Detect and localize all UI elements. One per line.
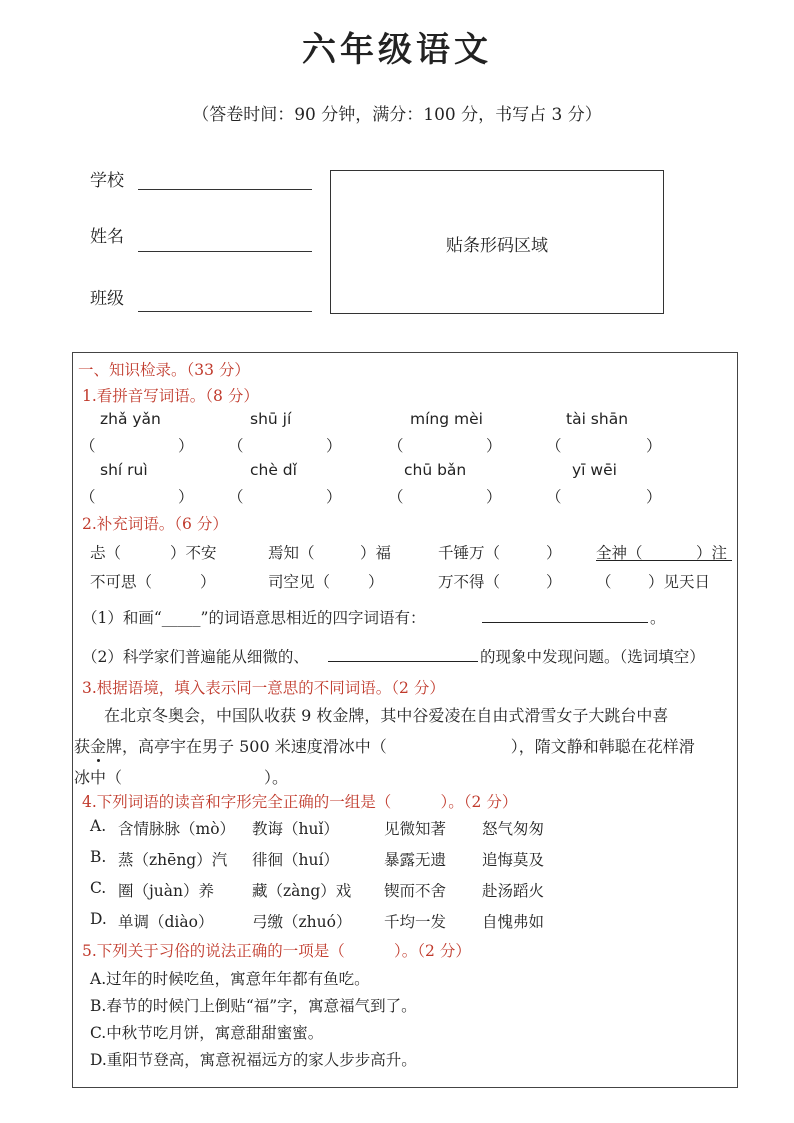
idiom-8b: ）见天日: [648, 573, 711, 591]
answer-bracket-close: ）: [178, 488, 194, 506]
q5-option-d: D.重阳节登高，寓意祝福远方的家人步步高升。: [90, 1051, 417, 1069]
answer-bracket-close: ）: [486, 437, 502, 455]
q5-option-b: B.春节的时候门上倒贴“福”字，寓意福气到了。: [90, 997, 417, 1015]
idiom-8a: （: [596, 573, 612, 591]
q4-option-item: 含情脉脉（mò）: [118, 820, 236, 838]
q3-heading: 3.根据语境，填入表示同一意思的不同词语。（2 分）: [82, 679, 445, 697]
q4-option-item: 徘徊（huí）: [252, 851, 339, 869]
pinyin-1: zhǎ yǎn: [100, 410, 161, 428]
barcode-label: 贴条形码区域: [446, 236, 548, 256]
q3-line3: 冰中（ ）。: [74, 768, 289, 787]
emphasis-dot-char: 金: [90, 734, 106, 757]
idiom-1b: ）不安: [170, 544, 217, 562]
exam-info: （答卷时间：90 分钟，满分：100 分，书写占 3 分）: [192, 105, 602, 125]
q4-option-item: 见微知著: [384, 820, 447, 838]
answer-bracket-open: （: [80, 488, 96, 506]
q4-option-item: 蒸（zhēng）汽: [118, 851, 228, 869]
q3-line1: 在北京冬奥会，中国队收获 9 枚金牌，其中谷爱凌在自由式滑雪女子大跳台中喜: [104, 706, 669, 725]
pinyin-7: chū bǎn: [404, 461, 467, 479]
pinyin-2: shū jí: [250, 410, 292, 428]
q2-sub2-end: 的现象中发现问题。（选词填空）: [480, 648, 705, 666]
page-title: 六年级语文: [302, 30, 492, 70]
pinyin-5: shí ruì: [100, 461, 148, 479]
q4-option-item: 赴汤蹈火: [482, 882, 545, 900]
idiom-4b: ）注: [696, 544, 728, 562]
q2-sub2-blank[interactable]: [328, 661, 478, 662]
school-label: 学校: [90, 171, 124, 191]
idiom-2a: 焉知（: [268, 544, 315, 562]
q2-heading: 2.补充词语。（6 分）: [82, 515, 228, 533]
q4-option-letter: C.: [90, 879, 107, 897]
q5-option-c: C.中秋节吃月饼，寓意甜甜蜜蜜。: [90, 1024, 324, 1042]
school-field[interactable]: [138, 189, 312, 190]
idiom-5a: 不可思（: [90, 573, 153, 591]
q4-option-item: 锲而不舍: [384, 882, 447, 900]
idiom-3a: 千锤万（: [438, 544, 501, 562]
q4-option-item: 暴露无遗: [384, 851, 447, 869]
q2-sub1-blank[interactable]: [482, 622, 648, 623]
pinyin-4: tài shān: [566, 410, 629, 428]
pinyin-3: míng mèi: [410, 410, 483, 428]
answer-bracket-open: （: [80, 437, 96, 455]
idiom-7b: ）: [546, 573, 562, 591]
idiom-2b: ）福: [360, 544, 392, 562]
answer-bracket-close: ）: [486, 488, 502, 506]
q4-heading: 4.下列词语的读音和字形完全正确的一组是（ ）。（2 分）: [82, 793, 518, 811]
q4-option-item: 追悔莫及: [482, 851, 545, 869]
q5-heading: 5.下列关于习俗的说法正确的一项是（ ）。（2 分）: [82, 942, 471, 960]
q4-option-item: 圈（juàn）养: [118, 882, 215, 900]
q4-option-letter: B.: [90, 848, 107, 866]
q1-heading: 1.看拼音写词语。（8 分）: [82, 387, 259, 405]
q4-option-item: 藏（zàng）戏: [252, 882, 352, 900]
q4-option-item: 弓缴（zhuó）: [252, 913, 352, 931]
q4-option-item: 怒气匆匆: [482, 820, 545, 838]
idiom-1a: 忐（: [90, 544, 122, 562]
class-field[interactable]: [138, 311, 312, 312]
answer-bracket-open: （: [388, 488, 404, 506]
pinyin-6: chè dǐ: [250, 461, 297, 479]
class-label: 班级: [90, 289, 124, 309]
answer-bracket-open: （: [388, 437, 404, 455]
q4-option-letter: D.: [90, 910, 107, 928]
name-label: 姓名: [90, 227, 124, 247]
answer-bracket-open: （: [228, 488, 244, 506]
q4-option-item: 教诲（huǐ）: [252, 820, 339, 838]
answer-bracket-open: （: [546, 437, 562, 455]
q2-sub2-start: （2）科学家们普遍能从细微的、: [82, 648, 309, 666]
q4-option-item: 自愧弗如: [482, 913, 545, 931]
answer-bracket-close: ）: [326, 437, 342, 455]
q2-sub1-end: 。: [650, 609, 666, 627]
idiom-5b: ）: [200, 573, 216, 591]
pinyin-8: yī wēi: [572, 461, 617, 479]
idiom-7a: 万不得（: [438, 573, 501, 591]
answer-bracket-close: ）: [178, 437, 194, 455]
answer-bracket-close: ）: [646, 488, 662, 506]
q2-sub1: （1）和画“_____”的词语意思相近的四字词语有：: [82, 609, 426, 627]
answer-bracket-close: ）: [646, 437, 662, 455]
answer-bracket-open: （: [546, 488, 562, 506]
blank-underscore: _____: [161, 609, 201, 627]
q3-line2: 获金牌，高亭宇在男子 500 米速度滑冰中（ ），隋文静和韩聪在花样滑: [74, 734, 695, 757]
idiom-3b: ）: [546, 544, 562, 562]
barcode-area: [330, 170, 664, 314]
idiom-4a: 全神（: [596, 541, 732, 561]
answer-bracket-open: （: [228, 437, 244, 455]
name-field[interactable]: [138, 251, 312, 252]
answer-bracket-close: ）: [326, 488, 342, 506]
q4-option-item: 千均一发: [384, 913, 447, 931]
q4-option-item: 单调（diào）: [118, 913, 214, 931]
part1-heading: 一、知识检录。（33 分）: [78, 361, 250, 379]
idiom-6b: ）: [368, 573, 384, 591]
idiom-6a: 司空见（: [268, 573, 331, 591]
q5-option-a: A.过年的时候吃鱼，寓意年年都有鱼吃。: [90, 970, 370, 988]
q4-option-letter: A.: [90, 817, 107, 835]
